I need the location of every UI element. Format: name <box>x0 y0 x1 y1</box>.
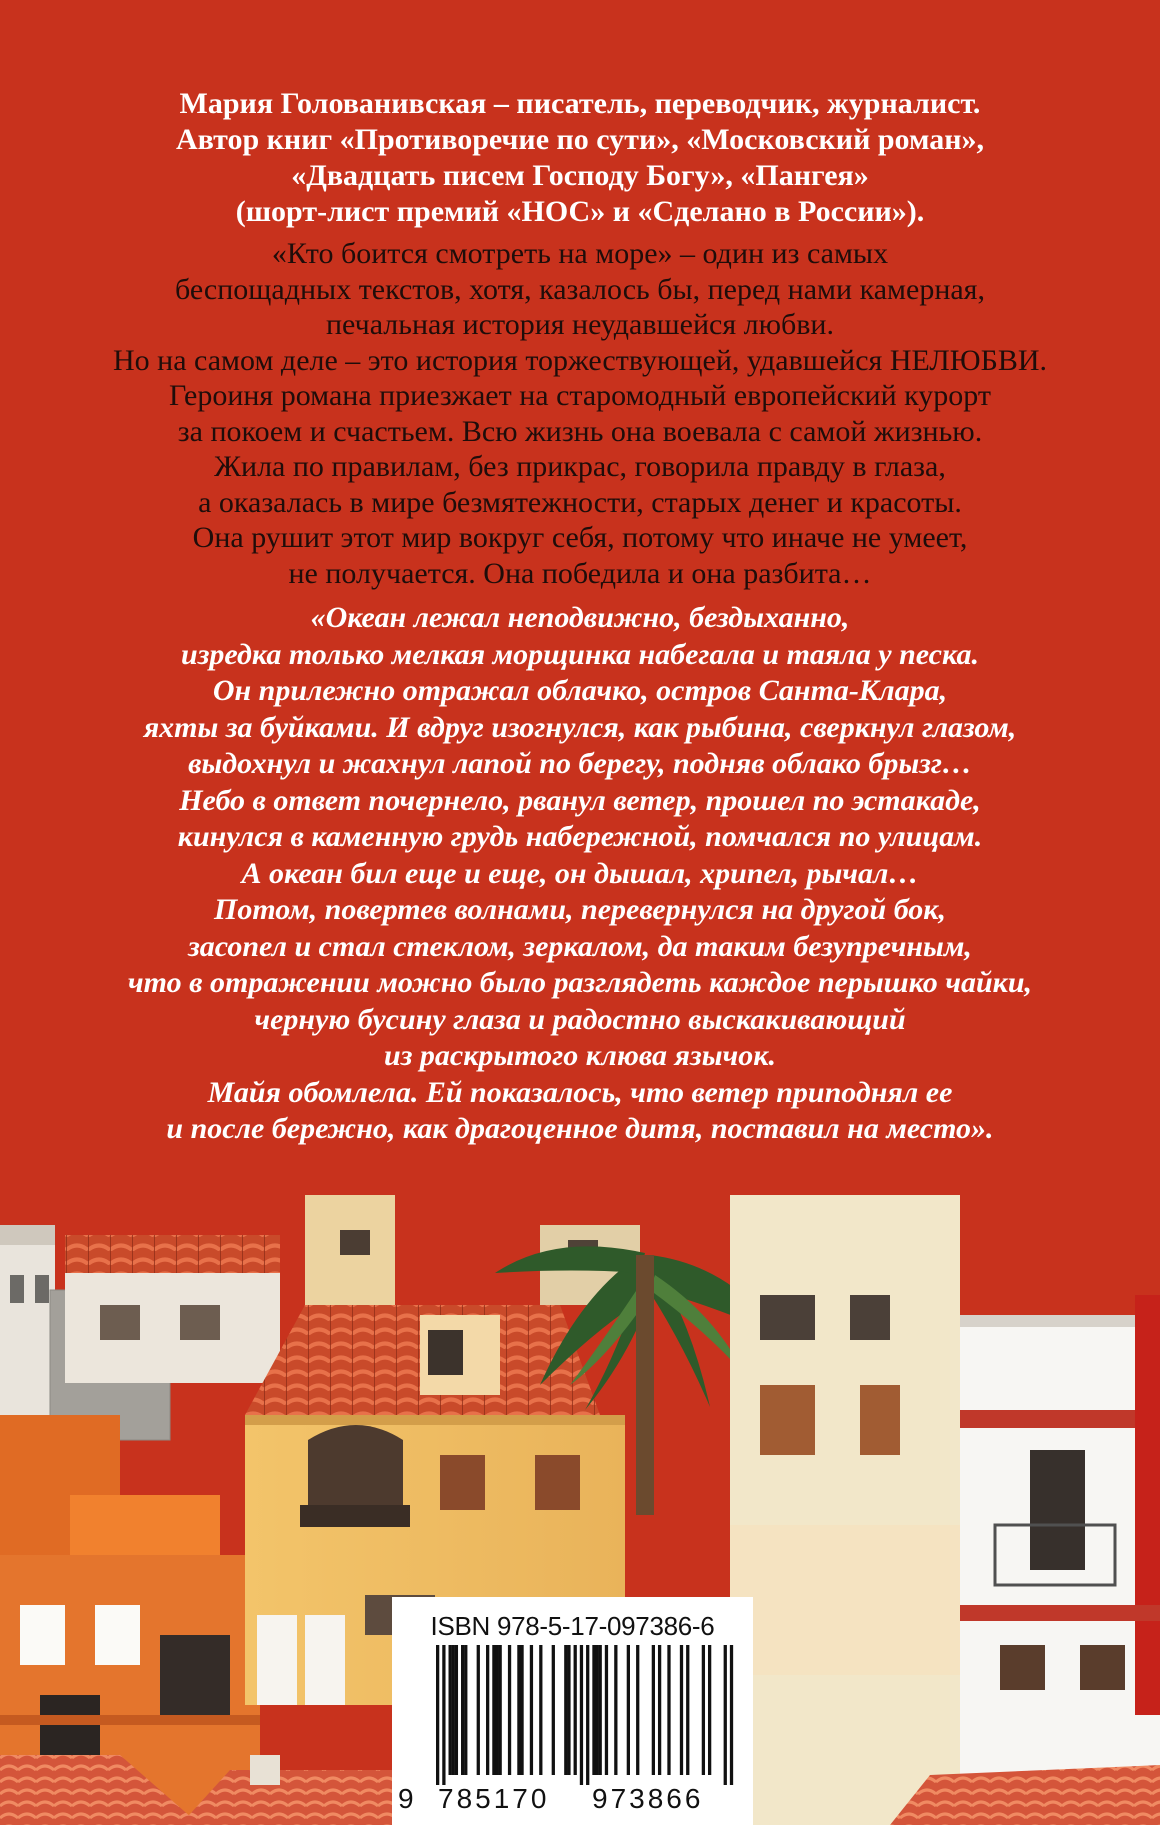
synopsis-line: «Кто боится смотреть на море» – один из самых <box>271 237 889 270</box>
barcode-bar <box>724 1645 727 1785</box>
barcode-bar <box>658 1645 661 1775</box>
barcode-bar <box>595 1645 598 1775</box>
barcode-bar <box>564 1645 567 1775</box>
barcode-bar <box>539 1645 542 1775</box>
barcode-bar <box>667 1645 670 1775</box>
synopsis-line: а оказалась в мире безмятежности, старых денег и красоты. <box>198 485 962 519</box>
isbn-label: ISBN 978-5-17-097386-6 <box>430 1611 715 1641</box>
barcode-bars <box>406 1645 739 1785</box>
barcode-bar <box>592 1645 595 1775</box>
isbn-barcode <box>392 1597 753 1825</box>
quote-line: яхты за буйками. И вдруг изогнулся, как рыбина, сверкнул глазом, <box>143 710 1017 744</box>
barcode-bar <box>449 1645 452 1775</box>
barcode-bar <box>461 1645 464 1775</box>
synopsis-line: Героиня романа приезжает на старомодный европейский курорт <box>168 379 992 412</box>
synopsis-line: Жила по правилам, без прикрас, говорила правду в глаза, <box>214 450 946 483</box>
barcode-bar <box>652 1645 655 1775</box>
quote-line: Небо в ответ почернело, рванул ветер, прошел по эстакаде, <box>179 783 981 817</box>
bio-line: Мария Голованивская – писатель, переводчик, журналист. <box>179 87 981 120</box>
quote-line: «Океан лежал неподвижно, бездыханно, <box>310 601 850 634</box>
barcode-bar <box>486 1645 489 1775</box>
barcode-bar <box>574 1645 577 1775</box>
barcode-bar <box>708 1645 711 1775</box>
ean-right-digits: 973866 <box>592 1783 704 1814</box>
barcode-bar <box>499 1645 502 1775</box>
ean-first-digit: 9 <box>398 1783 414 1814</box>
quote-line: Он прилежно отражал облачко, остров Санта-Клара, <box>212 674 948 707</box>
quote-line: выдохнул и жахнул лапой по берегу, подняв облако брызг… <box>188 747 972 780</box>
synopsis-line: не получается. Она победила и она разбита… <box>288 556 872 590</box>
barcode-bar <box>520 1645 523 1775</box>
quote-line: изредка только мелкая морщинка набегала и таяла у песка. <box>181 637 979 671</box>
barcode-bar <box>552 1645 555 1775</box>
synopsis-line: Но на самом деле – это история торжествующей, удавшейся НЕЛЮБВИ. <box>113 343 1047 377</box>
barcode-bar <box>686 1645 689 1775</box>
bio-line: (шорт-лист премий «НОС» и «Сделано в России»). <box>235 195 925 228</box>
ean-left-digits: 785170 <box>438 1783 550 1814</box>
quote-line: кинулся в каменную грудь набережной, помчался по улицам. <box>177 820 983 853</box>
barcode-bar <box>599 1645 602 1775</box>
quote-line: Потом, повертев волнами, перевернулся на другой бок, <box>213 893 947 926</box>
barcode-bar <box>530 1645 533 1775</box>
barcode-bar <box>455 1645 458 1775</box>
book-excerpt-quote <box>40 600 1120 1148</box>
barcode-bar <box>495 1645 498 1775</box>
synopsis-line: беспощадных текстов, хотя, казалось бы, перед нами камерная, <box>175 272 985 306</box>
bio-line: Автор книг «Противоречие по сути», «Московский роман», <box>175 123 984 156</box>
barcode-bar <box>492 1645 495 1775</box>
bio-line: «Двадцать писем Господу Богу», «Пангея» <box>291 159 869 192</box>
barcode-bar <box>517 1645 520 1775</box>
barcode-bar <box>730 1645 733 1785</box>
quote-line: засопел и стал стеклом, зеркалом, да таким безупречным, <box>188 929 972 963</box>
quote-line: из раскрытого клюва язычок. <box>384 1039 776 1072</box>
barcode-bar <box>442 1645 445 1785</box>
quote-line: А океан бил еще и еще, он дышал, хрипел, рычал… <box>241 856 919 890</box>
barcode-bar <box>452 1645 455 1775</box>
quote-line: черную бусину глаза и радостно выскакивающий <box>254 1002 906 1036</box>
barcode-bar <box>464 1645 467 1775</box>
barcode-bar <box>436 1645 439 1785</box>
barcode-bar <box>580 1645 583 1785</box>
barcode-bar <box>680 1645 683 1775</box>
barcode-bar <box>586 1645 589 1785</box>
barcode-bar <box>636 1645 639 1775</box>
barcode-bar <box>702 1645 705 1775</box>
author-bio <box>40 86 1120 230</box>
barcode-bar <box>508 1645 511 1775</box>
book-synopsis <box>40 236 1120 591</box>
barcode-bar <box>605 1645 608 1775</box>
quote-line: и после бережно, как драгоценное дитя, поставил на место». <box>166 1112 994 1145</box>
synopsis-line: печальная история неудавшейся любви. <box>326 308 834 341</box>
barcode-bar <box>614 1645 617 1775</box>
quote-line: что в отражении можно было разглядеть каждое перышко чайки, <box>127 966 1033 999</box>
synopsis-line: Она рушит этот мир вокруг себя, потому что иначе не умеет, <box>192 521 968 554</box>
barcode-bar <box>627 1645 630 1775</box>
quote-line: Майя обомлела. Ей показалось, что ветер приподнял ее <box>207 1075 953 1109</box>
barcode-bar <box>567 1645 570 1775</box>
barcode-bar <box>477 1645 480 1775</box>
synopsis-line: за покоем и счастьем. Всю жизнь она воевала с самой жизнью. <box>177 414 983 448</box>
